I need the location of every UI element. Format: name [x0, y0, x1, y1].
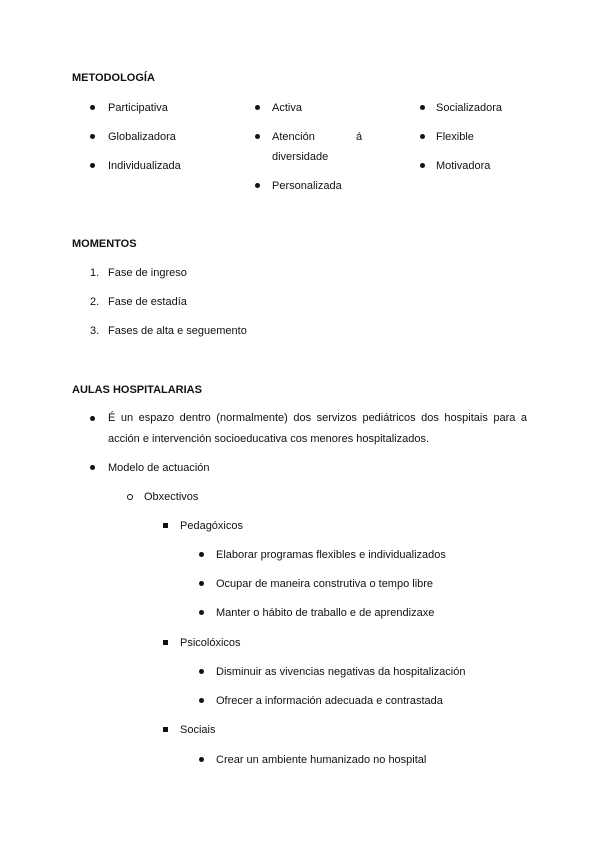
bullet-icon [90, 105, 95, 110]
list-item: Pedagóxicos [180, 520, 243, 532]
list-item: Ofrecer a información adecuada e contrastada [216, 695, 443, 707]
list-item: Sociais [180, 724, 216, 736]
methodology-item: Activa [272, 102, 302, 114]
list-item: Psicolóxicos [180, 637, 241, 649]
bullet-icon [255, 183, 260, 188]
methodology-item: Flexible [436, 131, 474, 143]
bullet-icon [90, 416, 95, 421]
list-item: Manter o hábito de traballo e de aprendizaxe [216, 607, 435, 619]
bullet-icon [90, 134, 95, 139]
moments-heading: MOMENTOS [72, 238, 137, 250]
list-item: Fases de alta e seguemento [108, 325, 247, 337]
methodology-item: Socializadora [436, 102, 503, 114]
bullet-icon [420, 163, 425, 168]
methodology-heading: METODOLOGÍA [72, 72, 155, 84]
list-item: Elaborar programas flexibles e individualizados [216, 549, 446, 561]
bullet-icon [90, 163, 95, 168]
bullet-icon [90, 465, 95, 470]
aulas-definition: É un espazo dentro (normalmente) dos servizos pediátricos dos hospitais para a acción e intervención socioeducativa cos menores hospitalizados. [108, 412, 527, 445]
list-number: 2. [90, 296, 100, 308]
list-item: Fase de estadía [108, 296, 187, 308]
bullet-icon [199, 757, 204, 762]
methodology-item: Participativa [108, 102, 168, 114]
list-item: Fase de ingreso [108, 267, 187, 279]
methodology-item: Atención [272, 131, 315, 143]
list-item: Obxectivos [144, 491, 199, 503]
methodology-item: Globalizadora [108, 131, 176, 143]
methodology-item-fragment: á [356, 131, 363, 143]
bullet-icon [199, 698, 204, 703]
bullet-icon [199, 669, 204, 674]
bullet-icon [199, 552, 204, 557]
list-number: 3. [90, 325, 100, 337]
bullet-icon [199, 610, 204, 615]
bullet-icon [420, 105, 425, 110]
list-item: Modelo de actuación [108, 462, 210, 474]
methodology-item-continuation: diversidade [272, 151, 329, 163]
aulas-heading: AULAS HOSPITALARIAS [72, 384, 202, 396]
methodology-item: Personalizada [272, 180, 342, 192]
bullet-icon [420, 134, 425, 139]
list-item: Disminuir as vivencias negativas da hospitalización [216, 666, 466, 678]
circle-bullet-icon [127, 494, 133, 500]
list-item: Crear un ambiente humanizado no hospital [216, 754, 427, 766]
bullet-icon [255, 134, 260, 139]
list-number: 1. [90, 267, 100, 279]
methodology-item: Motivadora [436, 160, 491, 172]
square-bullet-icon [163, 640, 168, 645]
methodology-item: Individualizada [108, 160, 181, 172]
square-bullet-icon [163, 727, 168, 732]
bullet-icon [199, 581, 204, 586]
square-bullet-icon [163, 523, 168, 528]
list-item: Ocupar de maneira construtiva o tempo libre [216, 578, 434, 590]
bullet-icon [255, 105, 260, 110]
